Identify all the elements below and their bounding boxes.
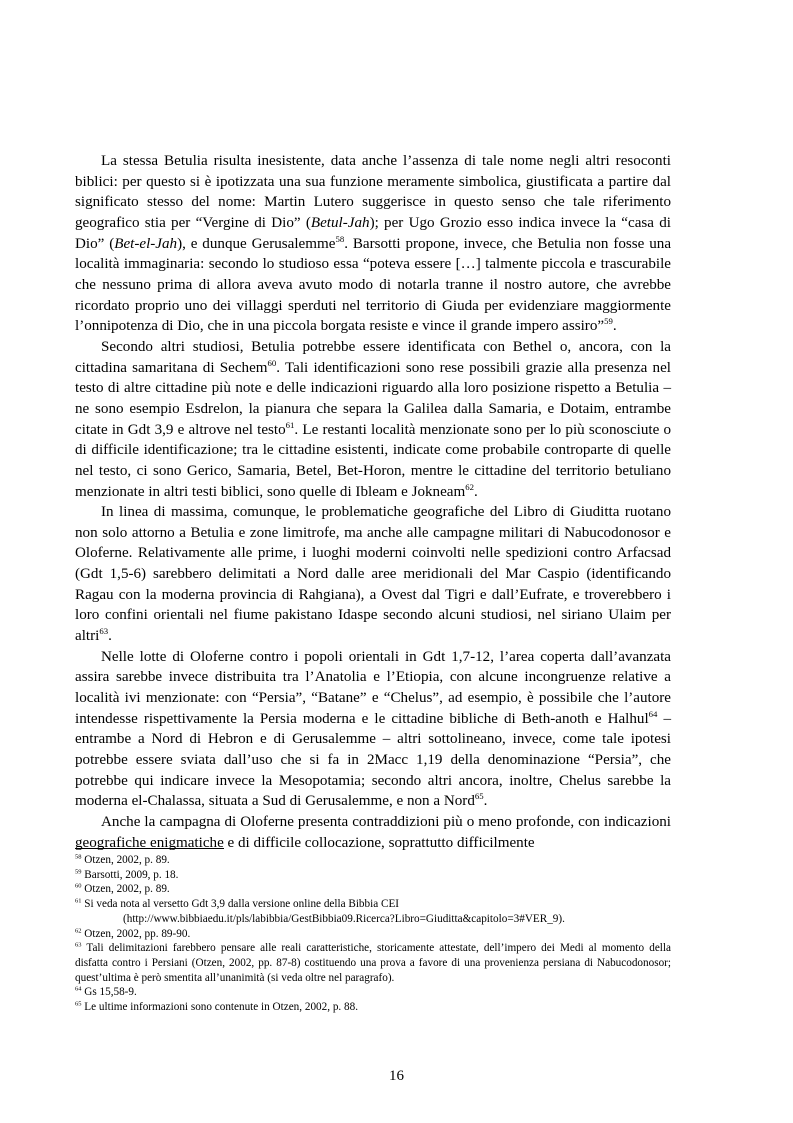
paragraph: La stessa Betulia risulta inesistente, data anche l’assenza di tale nome negli altri resoconti biblici: per questo si è ipotizzata una sua funzione meramente simbolica, giustificata a partire dal significato stesso del nome: Martin Lutero suggerisce in questo senso che tale riferimento geografico stia per “Vergine di Dio” (Betul-Jah); per Ugo Grozio esso indica invece la “casa di Dio” (Bet-el-Jah), e dunque Gerusalemme$^{58}$. Barsotti propone, invece, che Betulia non fosse una località immaginaria: secondo lo studioso essa “poteva essere […] talmente piccola e trascurabile che nessuno prima di allora aveva avuto modo di notarla tranne il nostro autore, che avrebbe ricordato proprio uno dei villaggi sperduti nel territorio di Giuda per evidenziare maggiormente l’onnipotenza di Dio, che in una piccola borgata resiste e vince il grande impero assiro”$^{59}$. (75, 153, 672, 335)
footnote: $^{58}$ Otzen, 2002, p. 89. (75, 853, 170, 866)
footnote-number: 64 (75, 985, 82, 993)
body-text (75, 151, 671, 853)
footnote-number: 61 (75, 897, 82, 905)
footnote: $^{61}$ Si veda nota al versetto Gdt 3,9 dalla versione online della Bibbia CEI (75, 897, 400, 911)
footnote-divider (75, 848, 224, 849)
footnote-ref[interactable]: 64 (648, 708, 658, 719)
footnote-number: 63 (75, 941, 82, 949)
footnote: $^{65}$ Le ultime informazioni sono contenute in Otzen, 2002, p. 88. (75, 1000, 359, 1014)
footnote: $^{63}$ Tali delimitazioni farebbero pensare alle reali caratteristiche, storicamente attestate, dell’impero dei Medi al momento della disfatta contro i Persiani (Otzen, 2002, pp. 87-8) costituendo una prova a favore di una provenienza persiana di Nabucodonosor; quest’ultima è però smentita all’unanimità (si veda oltre nel paragrafo). (75, 941, 671, 984)
footnote: $^{62}$ Otzen, 2002, pp. 89-90. (75, 926, 191, 940)
footnote: $^{64}$ Gs 15,58-9. (75, 985, 137, 999)
paragraph: Nelle lotte di Oloferne contro i popoli orientali in Gdt 1,7-12, l’area coperta dall’avanzata assira sarebbe invece distribuita tra l’Anatolia e l’Etiopia, con alcune incongruenze relative a località ivi menzionate: con “Persia”, “Batane” e “Chelus”, ad esempio, è possibile che l’autore intendesse rispettivamente la Persia moderna e le cittadine bibliche di Beth-anoth e Halhul$^{64}$ – entrambe a Nord di Hebron e di Gerusalemme – altri sottolineano, invece, come tale ipotesi potrebbe essere sviata dall’uso che si fa in 2Macc 1,19 della denominazione “Persia”, che potrebbe qui indicare invece la Mesopotamia; secondo altri ancora, inoltre, Chelus sarebbe la moderna el-Chalassa, situata a Sud di Gerusalemme, e non a Nord$^{65}$. (75, 648, 671, 810)
footnote: $^{59}$ Barsotti, 2009, p. 18. (75, 867, 179, 881)
paragraph: Secondo altri studiosi, Betulia potrebbe essere identificata con Bethel o, ancora, con la cittadina samaritana di Sechem$^{60}$. Tali identificazioni sono rese possibili grazie alla presenza nel testo di altre cittadine più note e delle indicazioni riguardo alla loro posizione rispetto a Betulia – ne sono esempio Esdrelon, la pianura che separa la Galilea dalla Samaria, e Dotaim, entrambe citate in Gdt 3,9 e altrove nel testo$^{61}$. Le restanti località menzionate sono per lo più sconosciute o di difficile identificazione; tra le cittadine esistenti, indicate come probabile controparte di quelle nel testo, ci sono Gerico, Samaria, Betel, Bet-Horon, mentre le cittadine del territorio betuliano menzionate in altri testi biblici, sono quelle di Ibleam e Jokneam$^{62}$. (75, 338, 671, 500)
footnotes (75, 853, 671, 1015)
footnote-ref[interactable]: 62 (465, 481, 474, 492)
footnote: $^{60}$ Otzen, 2002, p. 89. (75, 882, 170, 896)
footnote-ref[interactable]: 61 (285, 419, 295, 430)
footnote-number: 65 (75, 1000, 82, 1008)
paragraph: Anche la campagna di Oloferne presenta contraddizioni più o meno profonde, con indicazioni geografiche enigmatiche e di difficile collocazione, soprattutto difficilmente (75, 814, 671, 851)
footnote-number: 60 (75, 882, 82, 890)
page-number: 16 (389, 1068, 404, 1084)
footnote-ref[interactable]: 59 (604, 316, 613, 327)
footnote-number: 59 (75, 867, 82, 875)
paragraph: In linea di massima, comunque, le problematiche geografiche del Libro di Giuditta ruotano non solo attorno a Betulia e zone limitrofe, ma anche alle campagne militari di Nabucodonosor e Oloferne. Relativamente alle prime, i luoghi moderni coinvolti nelle spedizioni contro Arfacsad (Gdt 1,5-6) sarebbero delimitati a Nord dalle aree meridionali del Mar Caspio (identificando Ragau con la moderna provincia di Rahgiana), a Ovest dal Tigri e dall’Eufrate, e troverebbero i loro confini orientali nel fiume pakistano Idaspe secondo alcuni studiosi, nel siriano Ulaim per altri$^{63}$. (75, 504, 671, 645)
footnote-url[interactable]: (http://www.bibbiaedu.it/pls/labibbia/GestBibbia09.Ricerca?Libro=Giuditta&capitolo=3#VER_9). (123, 912, 565, 925)
footnote-ref[interactable]: 63 (99, 626, 109, 637)
footnote-number: 58 (75, 853, 82, 861)
footnote-ref[interactable]: 58 (335, 233, 345, 244)
footnote-ref[interactable]: 60 (267, 357, 277, 368)
footnote-ref[interactable]: 65 (474, 791, 484, 802)
footnote-number: 62 (75, 926, 82, 934)
